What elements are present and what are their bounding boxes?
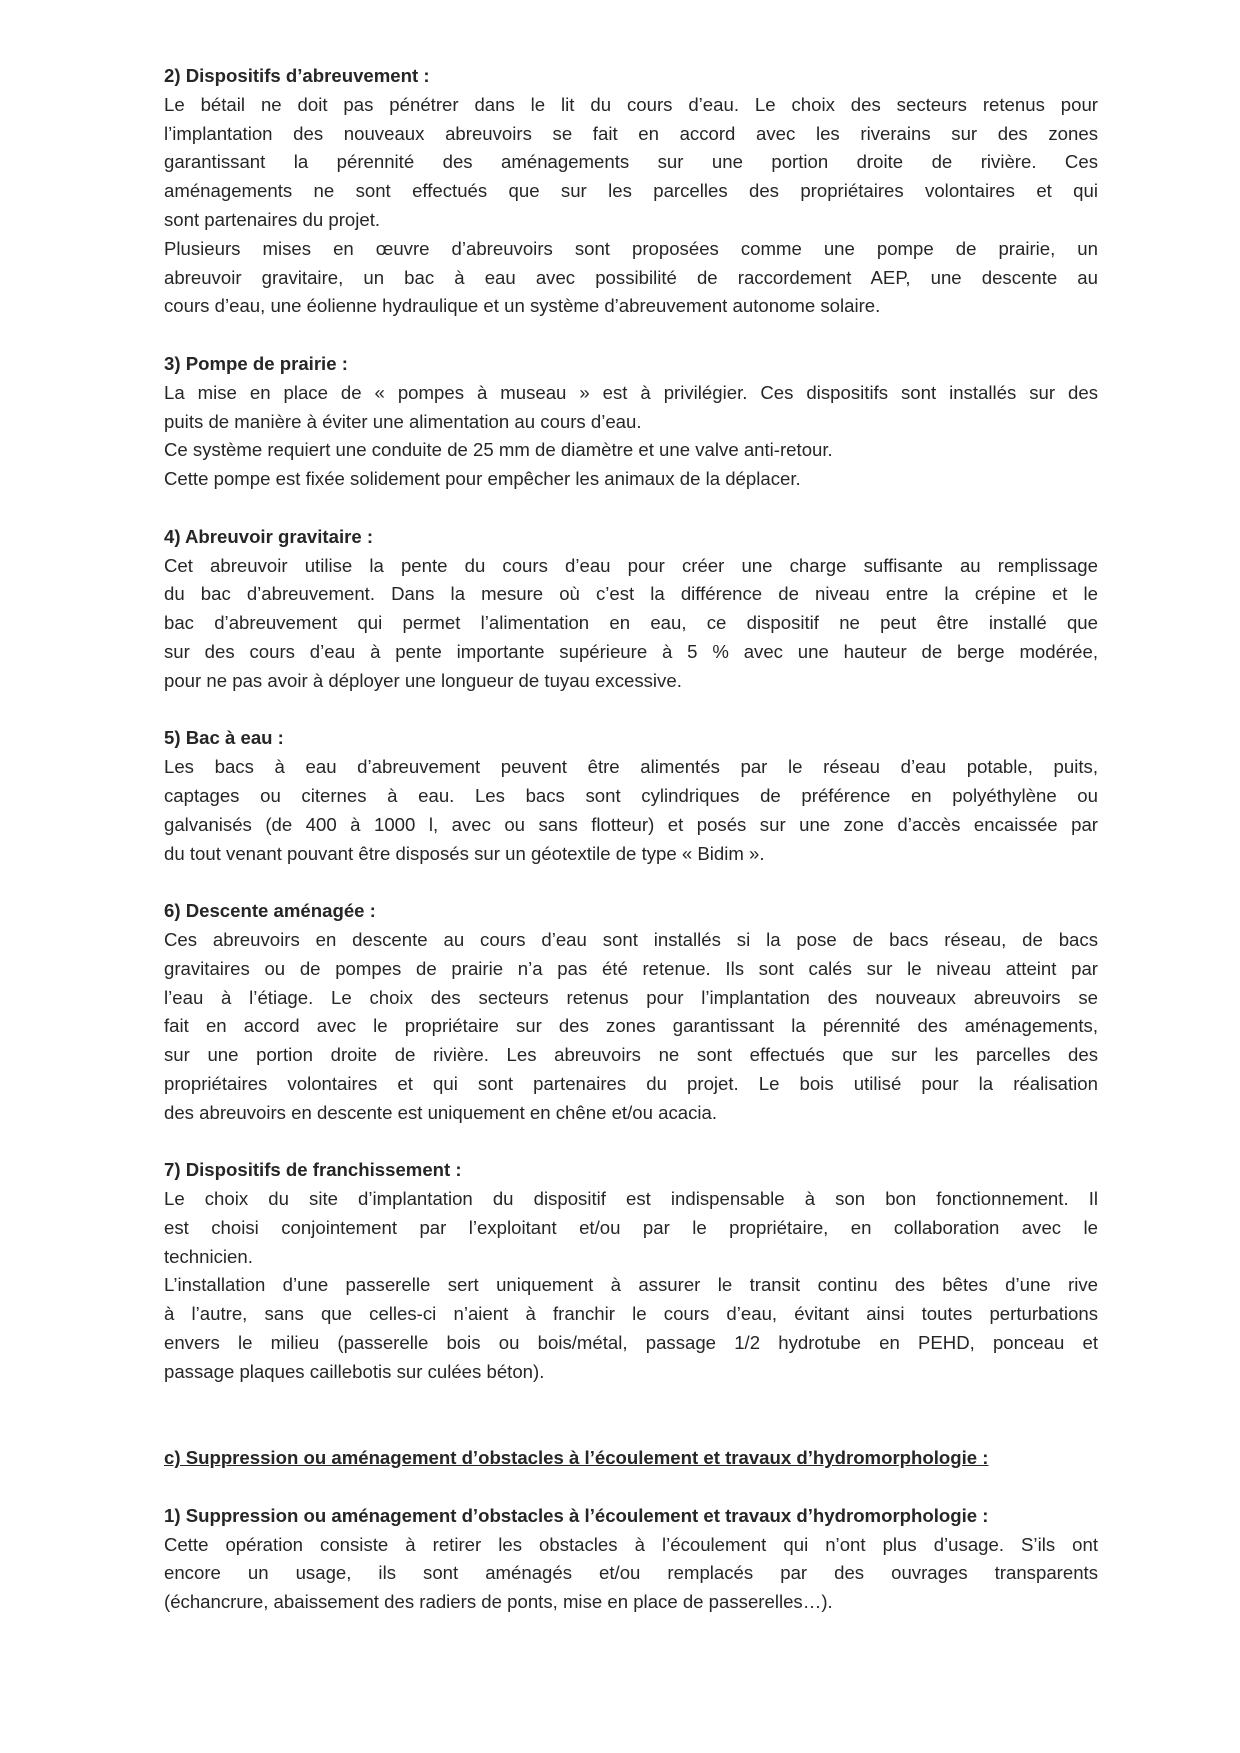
paragraph — [164, 436, 1098, 465]
text-line: cours d’eau, une éolienne hydraulique et un système d’abreuvement autonome solaire. — [164, 295, 881, 317]
text-line: l’implantation des nouveaux abreuvoirs se fait en accord avec les riverains sur des zones — [164, 122, 1098, 144]
text-line: aménagements ne sont effectués que sur les parcelles des propriétaires volontaires et qui — [164, 180, 1098, 202]
text-line: des abreuvoirs en descente est uniquement en chêne et/ou acacia. — [164, 1101, 718, 1123]
text-line: Cette opération consiste à retirer les obstacles à l’écoulement qui n’ont plus d’usage. S’ils ont — [164, 1533, 1098, 1555]
text-line: galvanisés (de 400 à 1000 l, avec ou sans flotteur) et posés sur une zone d’accès encaissée par — [164, 813, 1098, 835]
paragraph — [164, 753, 1098, 868]
text-line: Ces abreuvoirs en descente au cours d’eau sont installés si la pose de bacs réseau, de bacs — [164, 928, 1098, 950]
section-heading: 3) Pompe de prairie : — [164, 352, 348, 374]
text-line: L’installation d’une passerelle sert uniquement à assurer le transit continu des bêtes d’une rive — [164, 1274, 1098, 1296]
text-line: gravitaires ou de pompes de prairie n’a pas été retenue. Ils sont calés sur le niveau atteint par — [164, 957, 1098, 979]
text-line: captages ou citernes à eau. Les bacs sont cylindriques de préférence en polyéthylène ou — [164, 784, 1098, 806]
section-heading: 2) Dispositifs d’abreuvement : — [164, 65, 430, 86]
text-line: est choisi conjointement par l’exploitant et/ou par le propriétaire, en collaboration avec le — [164, 1216, 1098, 1238]
text-line: garantissant la pérennité des aménagements sur une portion droite de rivière. Ces — [164, 151, 1098, 173]
paragraph — [164, 1531, 1098, 1617]
sections-after — [164, 1502, 1098, 1617]
document-content — [164, 62, 1098, 1617]
text-line: du tout venant pouvant être disposés sur un géotextile de type « Bidim ». — [164, 842, 765, 864]
paragraph — [164, 379, 1098, 437]
text-line: du bac d’abreuvement. Dans la mesure où c’est la différence de niveau entre la crépine et le — [164, 583, 1098, 605]
text-line: Les bacs à eau d’abreuvement peuvent être alimentés par le réseau d’eau potable, puits, — [164, 756, 1098, 778]
section — [164, 523, 1098, 696]
text-line: Le choix du site d’implantation du dispositif est indispensable à son bon fonctionnement. Il — [164, 1188, 1098, 1210]
section-heading: 5) Bac à eau : — [164, 727, 284, 749]
text-line: abreuvoir gravitaire, un bac à eau avec possibilité de raccordement AEP, une descente au — [164, 266, 1098, 288]
text-line: puits de manière à éviter une alimentation au cours d’eau. — [164, 410, 642, 432]
text-line: pour ne pas avoir à déployer une longueur de tuyau excessive. — [164, 669, 682, 691]
paragraph — [164, 926, 1098, 1128]
part-c-title: c) Suppression ou aménagement d’obstacles à l’écoulement et travaux d’hydromorphologie : — [164, 1447, 989, 1469]
section-heading: 4) Abreuvoir gravitaire : — [164, 525, 374, 547]
text-line: sont partenaires du projet. — [164, 208, 381, 230]
text-line: sur une portion droite de rivière. Les abreuvoirs ne sont effectués que sur les parcelles des — [164, 1044, 1098, 1066]
text-line: propriétaires volontaires et qui sont partenaires du projet. Le bois utilisé pour la réalisation — [164, 1072, 1098, 1094]
text-line: à l’autre, sans que celles-ci n’aient à franchir le cours d’eau, évitant ainsi toutes perturbations — [164, 1303, 1098, 1325]
text-line: La mise en place de « pompes à museau » est à privilégier. Ces dispositifs sont installés sur des — [164, 381, 1098, 403]
section — [164, 897, 1098, 1127]
text-line: fait en accord avec le propriétaire sur des zones garantissant la pérennité des aménagements, — [164, 1015, 1098, 1037]
sections-before — [164, 62, 1098, 1387]
text-line: sur des cours d’eau à pente importante supérieure à 5 % avec une hauteur de berge modérée, — [164, 640, 1098, 662]
paragraph — [164, 1271, 1098, 1386]
text-line: (échancrure, abaissement des radiers de ponts, mise en place de passerelles…). — [164, 1591, 833, 1613]
text-line: Ce système requiert une conduite de 25 mm de diamètre et une valve anti-retour. — [164, 439, 833, 461]
text-line: bac d’abreuvement qui permet l’alimentation en eau, ce dispositif ne peut être installé que — [164, 612, 1098, 634]
section — [164, 724, 1098, 868]
section — [164, 62, 1098, 321]
text-line: technicien. — [164, 1245, 253, 1267]
paragraph — [164, 1185, 1098, 1271]
paragraph — [164, 91, 1098, 235]
paragraph — [164, 235, 1098, 321]
text-line: Plusieurs mises en œuvre d’abreuvoirs sont proposées comme une pompe de prairie, un — [164, 237, 1098, 259]
text-line: Cet abreuvoir utilise la pente du cours d’eau pour créer une charge suffisante au remplissage — [164, 554, 1098, 576]
section-heading: 1) Suppression ou aménagement d’obstacles à l’écoulement et travaux d’hydromorphologie : — [164, 1504, 989, 1526]
text-line: l’eau à l’étiage. Le choix des secteurs retenus pour l’implantation des nouveaux abreuvoirs se — [164, 986, 1098, 1008]
text-line: passage plaques caillebotis sur culées béton). — [164, 1360, 545, 1382]
text-line: encore un usage, ils sont aménagés et/ou remplacés par des ouvrages transparents — [164, 1562, 1098, 1584]
section — [164, 1156, 1098, 1386]
section — [164, 1502, 1098, 1617]
section — [164, 350, 1098, 494]
section-heading: 7) Dispositifs de franchissement : — [164, 1159, 462, 1181]
text-line: Le bétail ne doit pas pénétrer dans le lit du cours d’eau. Le choix des secteurs retenus pour — [164, 93, 1098, 115]
section-heading: 6) Descente aménagée : — [164, 900, 376, 922]
paragraph — [164, 465, 1098, 494]
text-line: envers le milieu (passerelle bois ou bois/métal, passage 1/2 hydrotube en PEHD, ponceau et — [164, 1332, 1098, 1354]
text-line: Cette pompe est fixée solidement pour empêcher les animaux de la déplacer. — [164, 468, 801, 490]
paragraph — [164, 552, 1098, 696]
